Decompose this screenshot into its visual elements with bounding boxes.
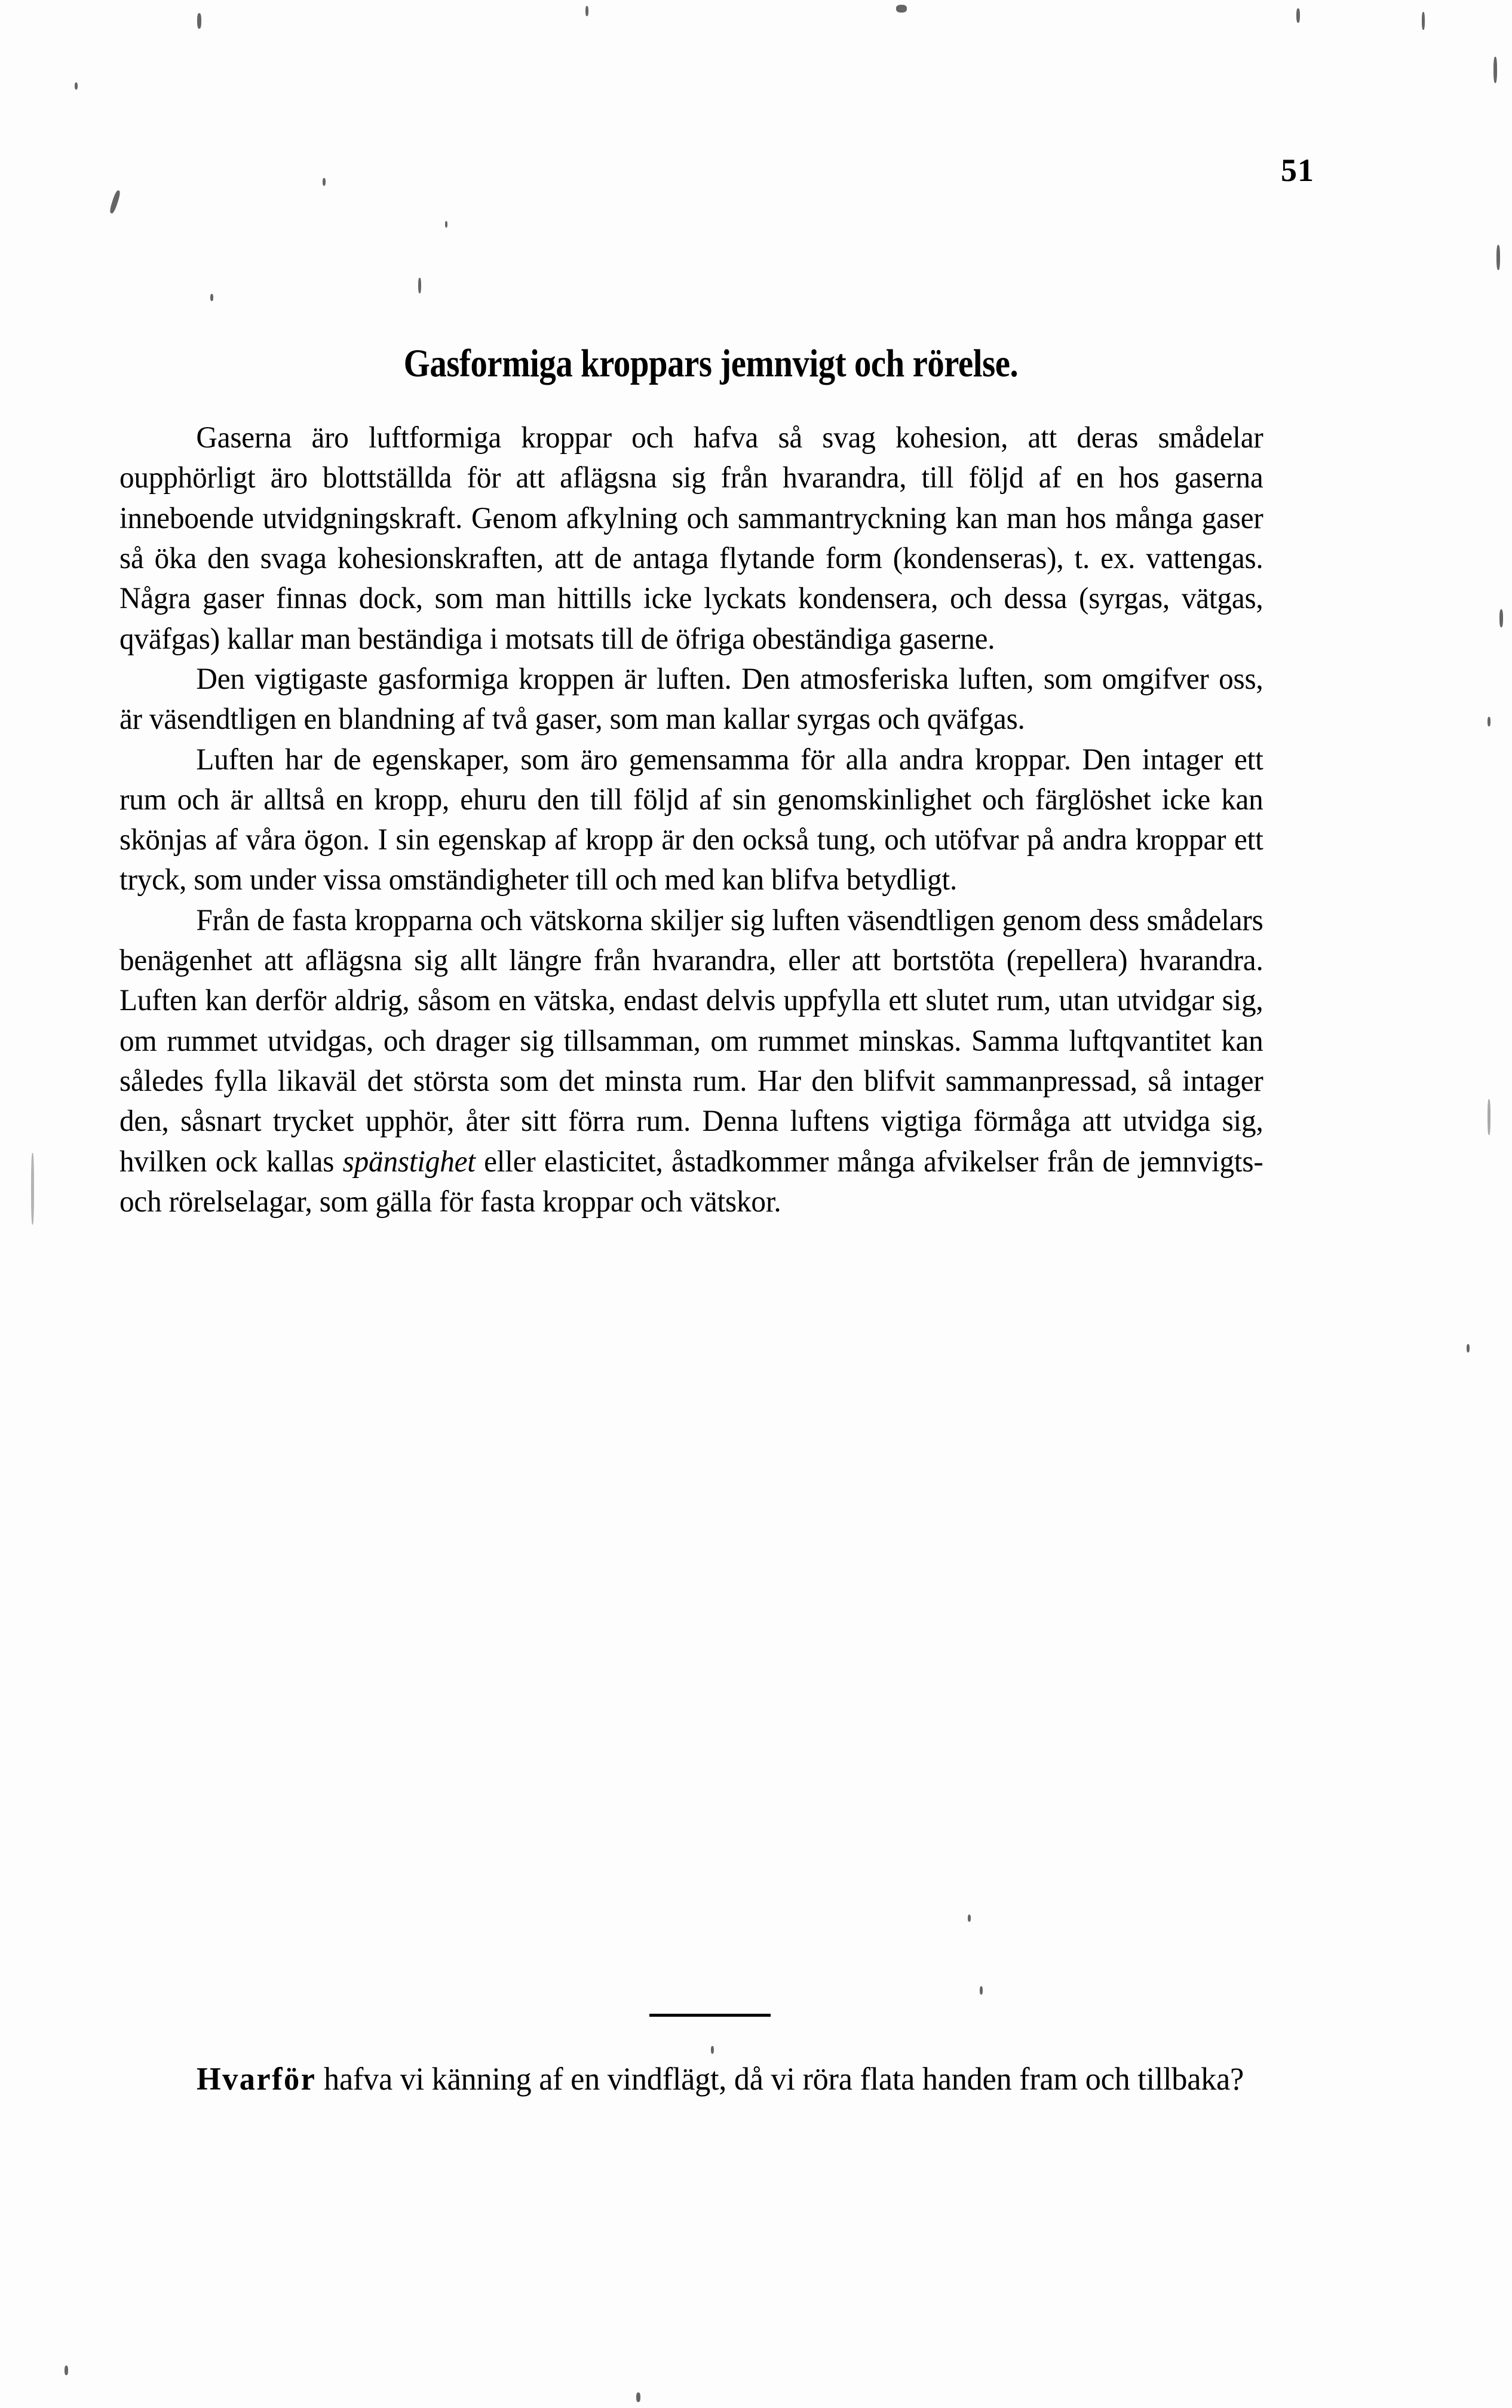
paragraph-4-part-2: eller elasticitet, åstadkommer många afvikelser från de jemnvigts- och rörelselagar, som gälla för fasta kroppar och vätskor. xyxy=(119,1145,1263,1219)
scan-speckle xyxy=(65,2366,68,2375)
scan-speckle xyxy=(197,13,201,29)
scan-speckle xyxy=(109,190,121,214)
scan-speckle xyxy=(1496,245,1500,270)
body-text xyxy=(119,418,1305,1222)
scan-speckle xyxy=(418,278,421,293)
scan-speckle xyxy=(210,294,213,301)
scan-speckle xyxy=(1467,1344,1470,1352)
question-lead-word: Hvarför xyxy=(197,2061,317,2097)
emphasis-spanstighet: spänstighet xyxy=(342,1145,476,1179)
scan-speckle xyxy=(585,6,588,16)
scan-speckle xyxy=(896,5,907,13)
scan-speckle xyxy=(1499,609,1503,627)
paragraph-1: Gaserna äro luftformiga kroppar och hafva så svag kohesion, att deras smådelar oupphörligt äro blottställda för att aflägsna sig från hvarandra, till följd af en hos gaserna inneboende utvidgningskraft. Genom afkylning och sammantryckning kan man hos många gaser så öka den svaga kohesionskraften, att de antaga flytande form (kondenseras), t. ex. vattengas. Några gaser finnas dock, som man hittills icke lyckats kondensera, och dessa (syrgas, vätgas, qväfgas) kallar man beständiga i motsats till de öfriga obeständiga gaserne. xyxy=(119,421,1263,656)
paragraph-4 xyxy=(119,901,1263,1223)
scan-speckle xyxy=(636,2392,640,2402)
scan-speckle xyxy=(31,1153,34,1225)
scan-speckle xyxy=(1488,1099,1490,1135)
paragraph-4-part-1: Från de fasta kropparna och vätskorna skiljer sig luften väsendtligen genom dess smådelars benägenhet att aflägsna sig allt längre från hvarandra, eller att bortstöta (repellera) hvarandra. Luften kan derför aldrig, såsom en vätska, endast delvis uppfylla ett slutet rum, utan utvidgar sig, om rummet utvidgas, och drager sig tillsamman, om rummet minskas. Samma luftqvantitet kan således fylla likaväl det största som det minsta rum. Har den blifvit sammanpressad, så intager den, såsnart trycket upphör, åter sitt förra rum. Denna luftens vigtiga förmåga att utvidga sig, hvilken ock kallas xyxy=(119,903,1263,1179)
scan-speckle xyxy=(980,1986,983,1995)
page-title: Gasformiga kroppars jemnvigt och rörelse. xyxy=(403,342,1019,386)
scan-speckle xyxy=(1488,717,1490,726)
scan-speckle xyxy=(968,1915,971,1922)
review-question xyxy=(119,2057,1278,2101)
section-divider-rule xyxy=(649,2014,771,2017)
scan-speckle xyxy=(445,221,447,228)
scan-speckle xyxy=(1493,57,1497,83)
scan-speckle xyxy=(323,178,326,186)
scan-speckle xyxy=(1422,12,1425,30)
paragraph-3: Luften har de egenskaper, som äro gemensamma för alla andra kroppar. Den intager ett rum och är alltså en kropp, ehuru den till följd af sin genomskinlighet och färglöshet icke kan skönjas af våra ögon. I sin egenskap af kropp är den också tung, och utöfvar på andra kroppar ett tryck, som under vissa omständigheter till och med kan blifva betydligt. xyxy=(119,743,1263,897)
scan-speckle xyxy=(75,82,78,90)
scan-speckle xyxy=(1296,8,1300,23)
page-number: 51 xyxy=(1281,152,1314,188)
question-body: hafva vi känning af en vindflägt, då vi röra flata handen fram och tillbaka? xyxy=(316,2061,1244,2097)
scan-speckle xyxy=(711,2046,714,2054)
paragraph-2: Den vigtigaste gasformiga kroppen är luften. Den atmosferiska luften, som omgifver oss, är väsendtligen en blandning af två gaser, som man kallar syrgas och qväfgas. xyxy=(119,662,1263,737)
